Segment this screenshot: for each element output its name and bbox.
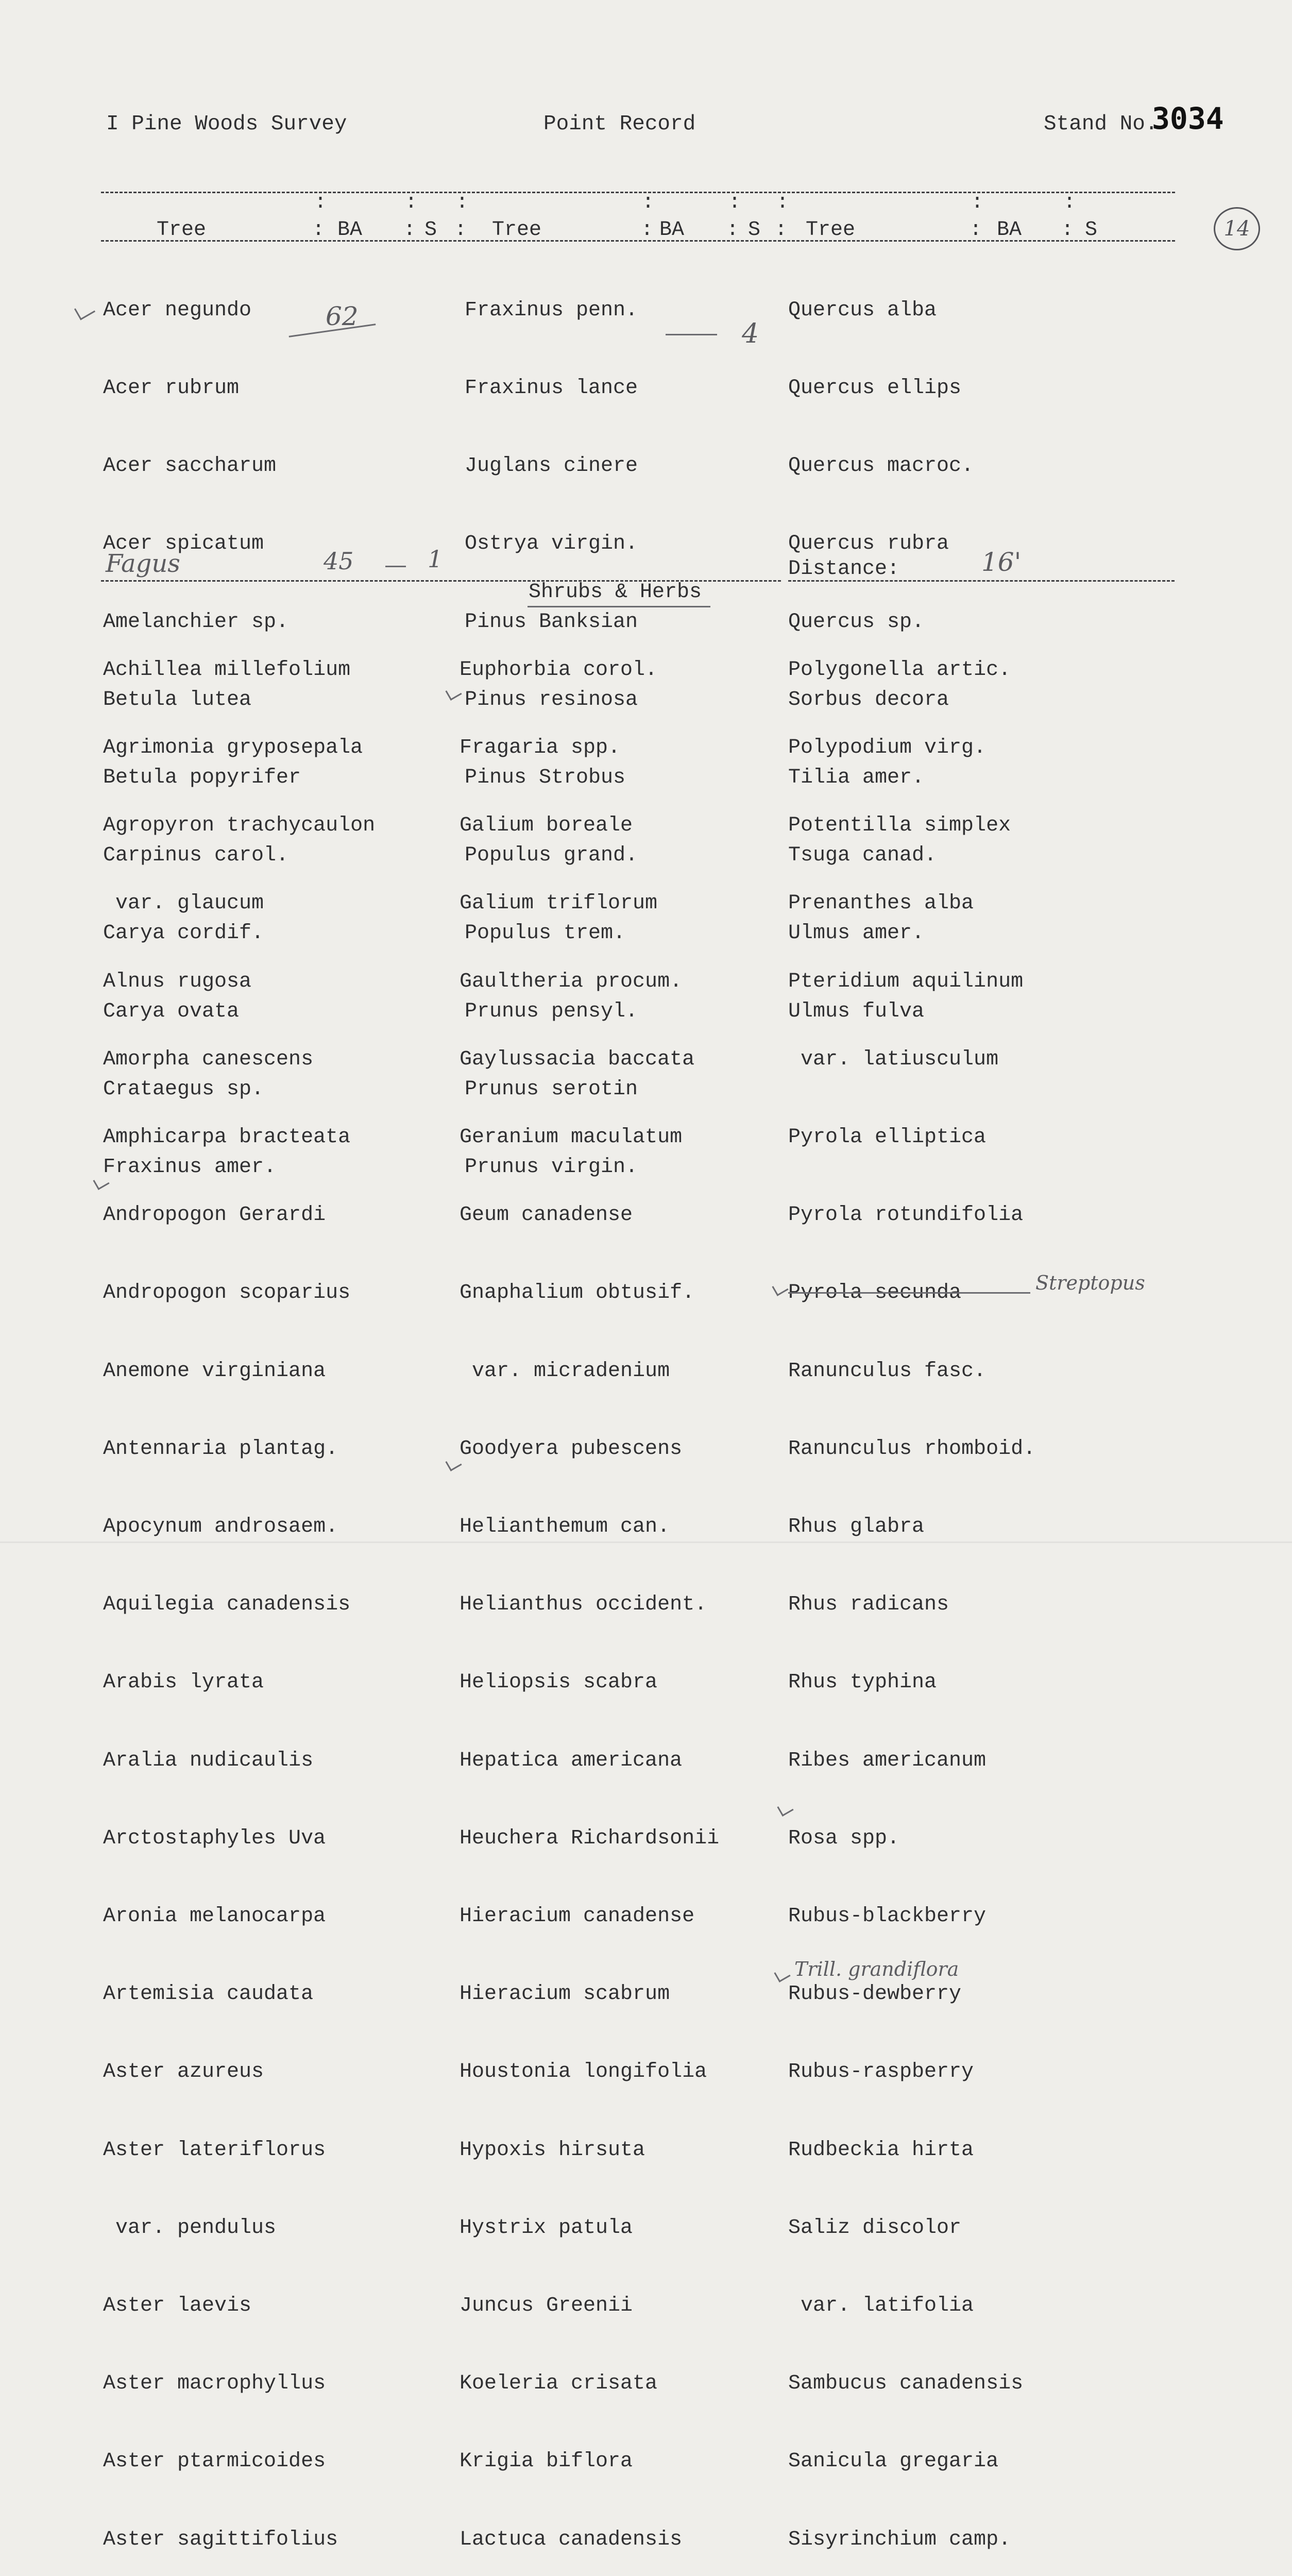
tree-item: Acer negundo [103, 298, 252, 322]
herb-item: Pyrola rotundifolia [788, 1204, 1024, 1227]
herb-item: Helianthus occident. [460, 1593, 707, 1617]
column-separator: : [776, 191, 789, 214]
herb-item: var. latifolia [788, 2294, 974, 2318]
tree-item: Pinus Banksian [465, 610, 638, 634]
herb-list-2 [460, 605, 732, 2576]
tree-item: Carya ovata [103, 999, 240, 1023]
herb-item: Heliopsis scabra [460, 1671, 658, 1694]
divider-shrubs-right [788, 580, 1175, 582]
herb-item: Hystrix patula [460, 2216, 633, 2240]
tree-item: Ulmus amer. [788, 922, 925, 945]
tree-item: Juglans cinere [465, 454, 638, 478]
distance-value-note: 16' [981, 547, 1022, 577]
herb-item: Saliz discolor [788, 2216, 962, 2240]
stand-number-stamp: 3034 [1152, 101, 1224, 136]
stand-label: Stand No. [1044, 112, 1158, 136]
tree-item: Amelanchier sp. [103, 610, 289, 634]
herb-item: Gnaphalium obtusif. [460, 1281, 695, 1305]
herb-item: var. latiusculum [788, 1047, 999, 1071]
tree-item: Betula popyrifer [103, 766, 301, 790]
pencil-dash [666, 334, 717, 335]
column-separator: : [314, 191, 327, 214]
herb-list-1 [103, 605, 375, 2576]
tree-item: Betula lutea [103, 688, 252, 711]
herb-item: Polygonella artic. [788, 658, 1011, 682]
herb-item: Hepatica americana [460, 1749, 683, 1772]
header-tree-2: Tree [492, 218, 542, 242]
tree-item: Prunus pensyl. [465, 999, 638, 1023]
tree-item: Acer rubrum [103, 377, 240, 400]
herb-item: Aronia melanocarpa [103, 1905, 326, 1928]
herb-item: Andropogon Gerardi [103, 1204, 326, 1227]
column-separator: : [1061, 218, 1074, 242]
column-separator: : [775, 218, 788, 242]
herb-item: Alnus rugosa [103, 970, 252, 993]
header-ba-2: BA [659, 218, 685, 242]
tree-item: Quercus rubra [788, 532, 949, 556]
herb-item: Geum canadense [460, 1204, 633, 1227]
tree-item: Quercus ellips [788, 377, 962, 400]
herb-item: Fragaria spp. [460, 736, 621, 760]
herb-item: var. micradenium [460, 1359, 670, 1383]
herb-list-3 [788, 605, 1035, 2576]
herb-item: Euphorbia corol. [460, 658, 658, 682]
herb-item: Prenanthes alba [788, 892, 974, 916]
tree-item: Tsuga canad. [788, 844, 937, 868]
fagus-note: Fagus [106, 549, 180, 578]
herb-item: Aster sagittifolius [103, 2528, 338, 2551]
herb-item: Krigia biflora [460, 2450, 633, 2473]
record-title: Point Record [543, 112, 696, 136]
herb-item: Koeleria crisata [460, 2372, 658, 2396]
herb-item: Rhus typhina [788, 1671, 937, 1694]
column-separator: : [454, 218, 467, 242]
herb-item: Lactuca canadensis [460, 2528, 683, 2551]
herb-item: Polypodium virg. [788, 736, 987, 760]
pencil-dash [385, 566, 406, 567]
herb-item: Hieracium scabrum [460, 1982, 670, 2006]
column-separator: : [726, 218, 739, 242]
fagus-s-note: 1 [428, 545, 443, 573]
divider-top [101, 192, 1175, 193]
tree-item: Quercus sp. [788, 610, 925, 634]
herb-item: Pyrola elliptica [788, 1126, 987, 1149]
column-separator: : [403, 218, 416, 242]
column-separator: : [642, 191, 655, 214]
herb-item: Antennaria plantag. [103, 1437, 338, 1461]
tree-item: Populus grand. [465, 844, 638, 868]
header-s-1: S [424, 218, 437, 242]
herb-item: Geranium maculatum [460, 1126, 683, 1149]
herb-item: Ranunculus fasc. [788, 1359, 987, 1383]
acer-saccharum-ba-note: 62 [326, 301, 359, 331]
herb-item: Hypoxis hirsuta [460, 2138, 645, 2162]
herb-item: Juncus Greenii [460, 2294, 633, 2318]
column-separator: : [641, 218, 654, 242]
herb-item: Amorpha canescens [103, 1047, 314, 1071]
tree-item: Quercus macroc. [788, 454, 974, 478]
herb-item: Aster laevis [103, 2294, 252, 2318]
herb-item: Rudbeckia hirta [788, 2138, 974, 2162]
strike-line [788, 1292, 1030, 1294]
herb-item: Rhus radicans [788, 1593, 949, 1617]
herb-item: Andropogon scoparius [103, 1281, 351, 1305]
herb-item: Apocynum androsaem. [103, 1515, 338, 1539]
tree-item: Carya cordif. [103, 922, 264, 945]
header-tree-1: Tree [157, 218, 207, 242]
header-s-2: S [748, 218, 761, 242]
tree-item: Sorbus decora [788, 688, 949, 711]
distance-label: Distance: [788, 557, 900, 581]
tree-item: Fraxinus amer. [103, 1156, 277, 1179]
herb-item: Sisyrinchium camp. [788, 2528, 1011, 2551]
herb-item: var. glaucum [103, 892, 264, 916]
check-mark [772, 1280, 788, 1296]
tree-item: Fraxinus lance [465, 377, 638, 400]
herb-item: Sambucus canadensis [788, 2372, 1024, 2396]
header-ba-1: BA [337, 218, 363, 242]
herb-item: Rosa spp. [788, 1826, 900, 1850]
herb-item: Anemone virginiana [103, 1359, 326, 1383]
herb-item: Goodyera pubescens [460, 1437, 683, 1461]
herb-item: Rubus-raspberry [788, 2060, 974, 2084]
herb-item: Helianthemum can. [460, 1515, 670, 1539]
column-separator: : [312, 218, 337, 242]
header-tree-3: Tree [806, 218, 856, 242]
ostrya-s-note: 4 [742, 318, 759, 349]
tree-item: Carpinus carol. [103, 844, 289, 868]
herb-item: Heuchera Richardsonii [460, 1826, 720, 1850]
tree-item: Pinus Strobus [465, 766, 626, 790]
herb-item: Ribes americanum [788, 1749, 987, 1772]
page-number-circled: 14 [1214, 207, 1260, 250]
herb-item: Gaylussacia baccata [460, 1047, 695, 1071]
tree-item: Tilia amer. [788, 766, 925, 790]
herb-item: Ranunculus rhomboid. [788, 1437, 1036, 1461]
survey-title: I Pine Woods Survey [106, 112, 347, 136]
herb-item: Rubus-blackberry [788, 1905, 987, 1928]
herb-item: Galium boreale [460, 814, 633, 838]
trillium-note: Trill. grandiflora [794, 1958, 959, 1980]
herb-item: Rhus glabra [788, 1515, 925, 1539]
header-ba-3: BA [997, 218, 1022, 242]
herb-item: Aster azureus [103, 2060, 264, 2084]
tree-item: Quercus alba [788, 298, 937, 322]
header-s-3: S [1085, 218, 1098, 242]
herb-item: Rubus-dewberry [788, 1982, 962, 2006]
tree-item: Acer spicatum [103, 532, 264, 556]
herb-item: Arctostaphyles Uva [103, 1826, 326, 1850]
herb-item: Artemisia caudata [103, 1982, 314, 2006]
tree-item: Pinus resinosa [465, 688, 638, 711]
herb-item: Agropyron trachycaulon [103, 814, 376, 838]
tree-item: Crataegus sp. [103, 1077, 264, 1101]
fagus-ba-note: 45 [324, 547, 354, 575]
column-separator: : [456, 191, 469, 214]
column-separator: : [1063, 191, 1076, 214]
tree-item: Fraxinus penn. [465, 298, 638, 322]
herb-item: Aquilegia canadensis [103, 1593, 351, 1617]
herb-item: Pyrola secunda [788, 1281, 962, 1305]
herb-item: Achillea millefolium [103, 658, 351, 682]
tree-item: Populus trem. [465, 922, 626, 945]
herb-item: Arabis lyrata [103, 1671, 264, 1694]
tree-item: Acer saccharum [103, 454, 277, 478]
herb-item: Aster macrophyllus [103, 2372, 326, 2396]
herb-item: Amphicarpa bracteata [103, 1126, 351, 1149]
herb-item: Aster ptarmicoides [103, 2450, 326, 2473]
herb-item: Hieracium canadense [460, 1905, 695, 1928]
check-mark [74, 300, 95, 320]
herb-item: var. pendulus [103, 2216, 277, 2240]
herb-item: Pteridium aquilinum [788, 970, 1024, 993]
tree-item: Ulmus fulva [788, 999, 925, 1023]
tree-item: Prunus virgin. [465, 1156, 638, 1179]
herb-item: Potentilla simplex [788, 814, 1011, 838]
streptopus-note: Streptopus [1035, 1272, 1145, 1294]
column-separator: : [728, 191, 741, 214]
column-separator: : [405, 191, 418, 214]
herb-item: Gaultheria procum. [460, 970, 683, 993]
tree-item: Ostrya virgin. [465, 532, 638, 556]
herb-item: Galium triflorum [460, 892, 658, 916]
column-separator: : [970, 218, 982, 242]
herb-item: Aralia nudicaulis [103, 1749, 314, 1772]
divider-header [101, 240, 1175, 242]
shrubs-herbs-heading: Shrubs & Herbs [529, 581, 702, 604]
tree-item: Prunus serotin [465, 1077, 638, 1101]
herb-item: Houstonia longifolia [460, 2060, 707, 2084]
herb-item: Sanicula gregaria [788, 2450, 999, 2473]
column-separator: : [971, 191, 984, 214]
herb-item: Agrimonia gryposepala [103, 736, 363, 760]
herb-item: Aster lateriflorus [103, 2138, 326, 2162]
